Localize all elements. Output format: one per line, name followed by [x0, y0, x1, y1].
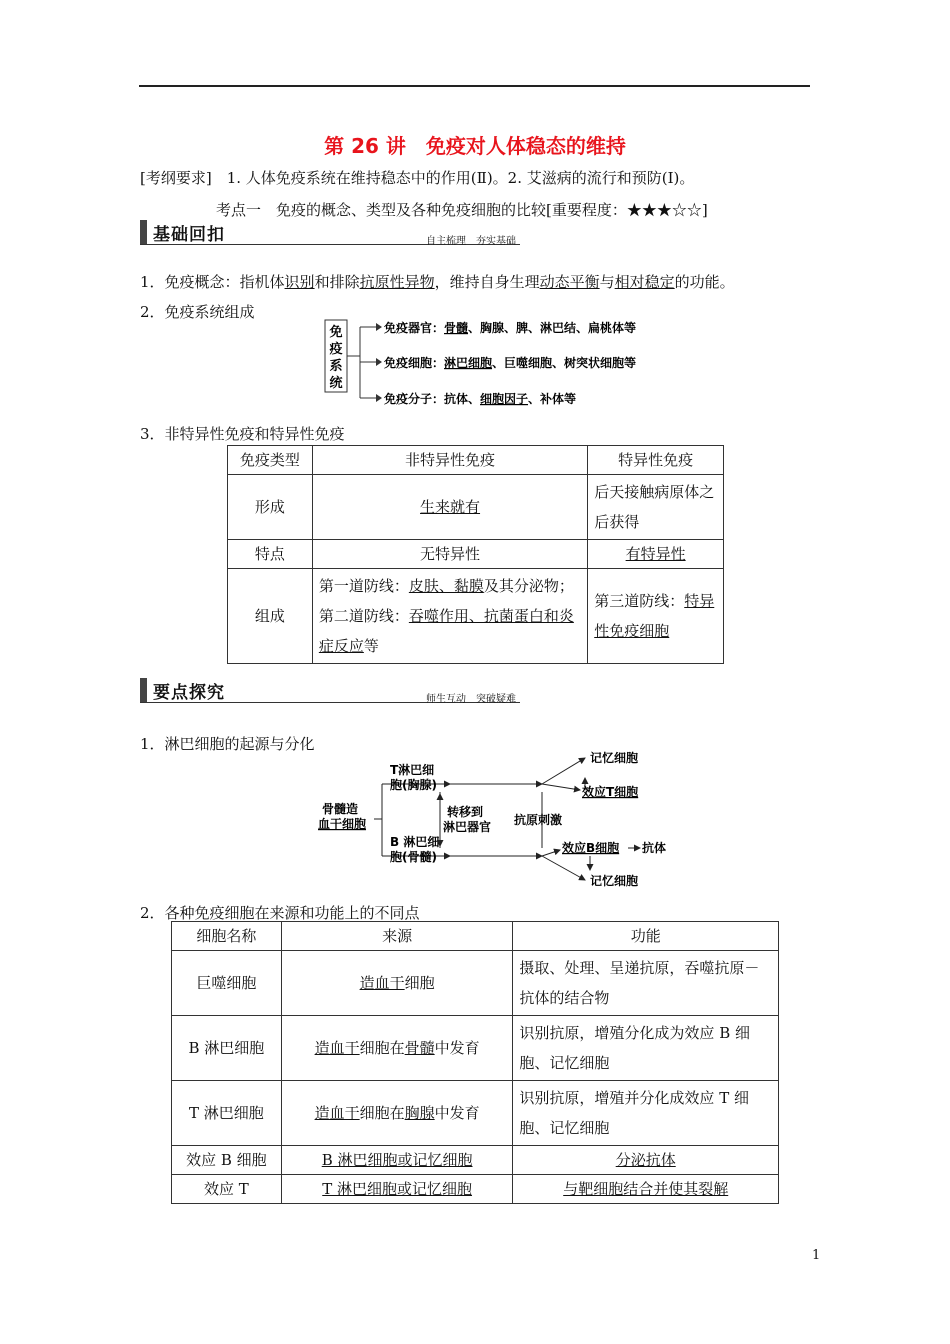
arrow-head: [376, 394, 382, 402]
table-cell: 后天接触病原体之后获得: [588, 475, 724, 540]
cell-source: B 淋巴细胞或记忆细胞: [281, 1146, 513, 1175]
immunity-types-table: [227, 445, 724, 664]
cell-function: 与靶细胞结合并使其裂解: [513, 1175, 779, 1204]
cell-function: 识别抗原，增殖并分化成效应 T 细胞、记忆细胞: [513, 1081, 779, 1146]
section-label: 要点探究: [153, 683, 225, 703]
cell-name: 效应 T: [172, 1175, 282, 1204]
cell-name: 巨噬细胞: [172, 951, 282, 1016]
row-label: 组成: [228, 569, 313, 664]
root-char: 统: [329, 376, 343, 391]
arrow: [542, 784, 580, 790]
cell-function: 分泌抗体: [513, 1146, 779, 1175]
immune-cell-comparison-heading: 2．各种免疫细胞在来源和功能上的不同点: [140, 904, 420, 922]
root-char: 疫: [329, 342, 343, 357]
arrow: [542, 850, 560, 856]
header-rule: [139, 85, 810, 87]
memory-cell-label: 记忆细胞: [590, 874, 639, 888]
table-row: [172, 922, 779, 951]
section-label: 基础回扣: [153, 225, 225, 245]
immune-cell-table: [171, 921, 779, 1204]
row-label: 特点: [228, 540, 313, 569]
table-row: [172, 951, 779, 1016]
effector-t-label: 效应T细胞: [582, 785, 639, 799]
root-char: 系: [329, 359, 343, 374]
section-bar: [140, 678, 147, 702]
split-line: [374, 784, 382, 856]
table-row: [228, 446, 724, 475]
t-cell-label: T淋巴细: [390, 763, 435, 777]
b-cell-label: B 淋巴细: [390, 835, 440, 849]
cell-name: 效应 B 细胞: [172, 1146, 282, 1175]
kaodian-heading: 考点一 免疫的概念、类型及各种免疫细胞的比较[重要程度：★★★☆☆]: [216, 201, 708, 219]
cell-name: B 淋巴细胞: [172, 1016, 282, 1081]
transfer-label: 转移到: [447, 805, 484, 819]
table-row: [228, 475, 724, 540]
cell-name: T 淋巴细胞: [172, 1081, 282, 1146]
immune-molecules: 免疫分子：抗体、细胞因子、补体等: [384, 392, 577, 406]
cell-function: 摄取、处理、呈递抗原，吞噬抗原－抗体的结合物: [513, 951, 779, 1016]
table-header: 来源: [281, 922, 513, 951]
immune-cells: 免疫细胞：淋巴细胞、巨噬细胞、树突状细胞等: [384, 356, 637, 370]
row-label: 形成: [228, 475, 313, 540]
immune-organs: 免疫器官：骨髓、胸腺、脾、淋巴结、扁桃体等: [384, 321, 637, 335]
section-sublabel: 师生互动 突破疑难: [426, 694, 516, 705]
immune-system-heading: 2．免疫系统组成: [140, 303, 255, 321]
arrow: [542, 856, 585, 880]
lymphocyte-diagram: [310, 748, 680, 893]
table-cell: 生来就有: [312, 475, 587, 540]
memory-cell-label: 记忆细胞: [590, 751, 639, 765]
section-header-keypoints: [140, 676, 520, 703]
arrow-head: [376, 323, 382, 331]
table-row: [172, 1146, 779, 1175]
table-row: [228, 540, 724, 569]
transfer-label: 淋巴器官: [443, 820, 492, 834]
table-header: 免疫类型: [228, 446, 313, 475]
table-cell: 无特异性: [312, 540, 587, 569]
section-sublabel: 自主梳理 夯实基础: [426, 236, 516, 247]
cell-source: 造血干细胞在骨髓中发育: [281, 1016, 513, 1081]
lymph-origin-heading: 1．淋巴细胞的起源与分化: [140, 735, 315, 753]
immunity-concept: 1．免疫概念：指机体识别和排除抗原性异物，维持自身生理动态平衡与相对稳定的功能。: [140, 273, 735, 291]
table-header: 功能: [513, 922, 779, 951]
table-row: [172, 1081, 779, 1146]
stimulus-label: 抗原刺激: [514, 813, 563, 827]
table-cell: 有特异性: [588, 540, 724, 569]
cell-source: 造血干细胞: [281, 951, 513, 1016]
t-cell-label: 胞(胸腺): [390, 778, 437, 792]
table-header: 特异性免疫: [588, 446, 724, 475]
effector-b-label: 效应B细胞: [562, 841, 620, 855]
page-number: 1: [812, 1248, 821, 1263]
cell-source: T 淋巴细胞或记忆细胞: [281, 1175, 513, 1204]
antibody-label: 抗体: [642, 841, 667, 855]
arrow-head: [376, 358, 382, 366]
table-row: [228, 569, 724, 664]
table-cell: 第一道防线：皮肤、黏膜及其分泌物；第二道防线：吞噬作用、抗菌蛋白和炎症反应等: [312, 569, 587, 664]
cell-function: 识别抗原，增殖分化成为效应 B 细胞、记忆细胞: [513, 1016, 779, 1081]
source-label: 骨髓造: [322, 802, 359, 816]
page-title: 第 26 讲 免疫对人体稳态的维持: [324, 134, 626, 158]
branch-lines: [347, 327, 376, 398]
b-cell-label: 胞(骨髓): [390, 850, 437, 864]
source-label: 血干细胞: [318, 817, 367, 831]
table-row: [172, 1175, 779, 1204]
table-header: 非特异性免疫: [312, 446, 587, 475]
table-row: [172, 1016, 779, 1081]
section-header-basics: [140, 218, 520, 245]
root-char: 免: [329, 325, 343, 340]
exam-requirements: [考纲要求] 1. 人体免疫系统在维持稳态中的作用(Ⅱ)。2. 艾滋病的流行和预防(Ⅰ)。: [140, 169, 695, 187]
cell-source: 造血干细胞在胸腺中发育: [281, 1081, 513, 1146]
section-bar: [140, 220, 147, 244]
table-header: 细胞名称: [172, 922, 282, 951]
table-cell: 第三道防线：特异性免疫细胞: [588, 569, 724, 664]
arrow: [542, 758, 585, 784]
immune-system-diagram: [320, 314, 680, 414]
immunity-types-heading: 3．非特异性免疫和特异性免疫: [140, 425, 345, 443]
